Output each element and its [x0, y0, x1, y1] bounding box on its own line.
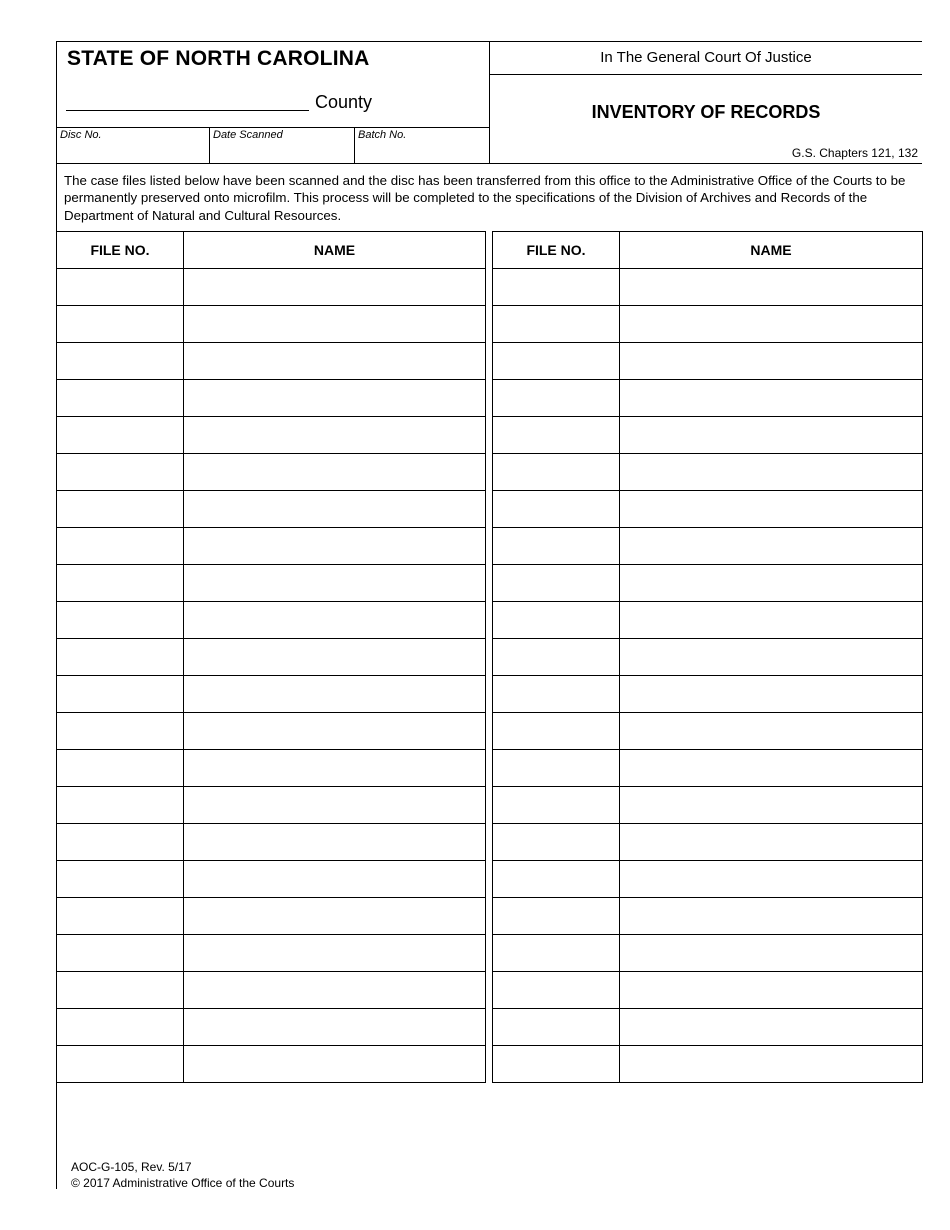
file-no-header: FILE NO.: [493, 232, 620, 269]
table-row: [493, 306, 923, 343]
table-row: [493, 602, 923, 639]
name-cell[interactable]: [620, 269, 923, 306]
table-row: [57, 306, 486, 343]
table-row: [493, 343, 923, 380]
table-row: [493, 898, 923, 935]
table-row: [493, 713, 923, 750]
name-cell[interactable]: [620, 306, 923, 343]
copyright: © 2017 Administrative Office of the Courts: [71, 1176, 295, 1190]
file-no-cell[interactable]: [493, 454, 620, 491]
file-no-cell[interactable]: [493, 343, 620, 380]
form-code: AOC-G-105, Rev. 5/17: [71, 1160, 192, 1174]
name-cell[interactable]: [620, 861, 923, 898]
table-row: [493, 491, 923, 528]
table-row: [57, 491, 486, 528]
field-divider-2: [354, 127, 355, 163]
name-cell[interactable]: [620, 639, 923, 676]
file-no-cell[interactable]: [493, 380, 620, 417]
name-cell[interactable]: [184, 935, 486, 972]
table-row: [57, 417, 486, 454]
file-no-cell[interactable]: [57, 454, 184, 491]
name-cell[interactable]: [620, 602, 923, 639]
name-cell[interactable]: [184, 565, 486, 602]
file-no-cell[interactable]: [493, 972, 620, 1009]
table-row: [57, 528, 486, 565]
table-row: [57, 639, 486, 676]
file-no-cell[interactable]: [493, 306, 620, 343]
name-cell[interactable]: [620, 787, 923, 824]
table-row: [57, 824, 486, 861]
disc-no-field[interactable]: Disc No.: [60, 129, 102, 141]
file-no-cell[interactable]: [57, 861, 184, 898]
table-row: [57, 454, 486, 491]
file-no-cell[interactable]: [493, 565, 620, 602]
court-label: In The General Court Of Justice: [600, 49, 812, 66]
table-row: [57, 602, 486, 639]
file-no-cell[interactable]: [493, 602, 620, 639]
file-no-cell[interactable]: [57, 676, 184, 713]
name-header: NAME: [620, 232, 923, 269]
name-cell[interactable]: [184, 1046, 486, 1083]
table-row: [57, 343, 486, 380]
name-cell[interactable]: [620, 565, 923, 602]
file-no-cell[interactable]: [57, 1009, 184, 1046]
file-no-header: FILE NO.: [57, 232, 184, 269]
name-header: NAME: [184, 232, 486, 269]
table-row: [493, 269, 923, 306]
name-cell[interactable]: [184, 676, 486, 713]
name-cell[interactable]: [620, 972, 923, 1009]
name-cell[interactable]: [184, 417, 486, 454]
name-cell[interactable]: [184, 491, 486, 528]
table-row: [493, 861, 923, 898]
table-row: [57, 565, 486, 602]
name-cell[interactable]: [184, 824, 486, 861]
table-row: [57, 713, 486, 750]
name-cell[interactable]: [184, 454, 486, 491]
table-row: [57, 787, 486, 824]
file-no-cell[interactable]: [493, 1009, 620, 1046]
file-no-cell[interactable]: [493, 898, 620, 935]
table-row: [493, 676, 923, 713]
file-no-cell[interactable]: [57, 269, 184, 306]
table-row: [57, 1046, 486, 1083]
table-row: [493, 528, 923, 565]
name-cell[interactable]: [620, 935, 923, 972]
fields-top-line: [56, 127, 489, 128]
file-no-cell[interactable]: [493, 417, 620, 454]
statute-reference: G.S. Chapters 121, 132: [791, 146, 918, 160]
file-no-cell[interactable]: [493, 750, 620, 787]
court-divider: [489, 74, 922, 75]
table-row: [493, 750, 923, 787]
file-no-cell[interactable]: [57, 972, 184, 1009]
table-row: [493, 417, 923, 454]
name-cell[interactable]: [184, 1009, 486, 1046]
right-records-table: [492, 231, 923, 1083]
name-cell[interactable]: [184, 861, 486, 898]
table-row: [493, 565, 923, 602]
name-cell[interactable]: [620, 1009, 923, 1046]
county-label: County: [315, 92, 373, 112]
name-cell[interactable]: [184, 528, 486, 565]
name-cell[interactable]: [620, 824, 923, 861]
file-no-cell[interactable]: [493, 528, 620, 565]
file-no-cell[interactable]: [57, 898, 184, 935]
file-no-cell[interactable]: [493, 824, 620, 861]
file-no-cell[interactable]: [57, 824, 184, 861]
name-cell[interactable]: [620, 380, 923, 417]
table-row: [493, 1009, 923, 1046]
file-no-cell[interactable]: [57, 565, 184, 602]
table-row: [493, 787, 923, 824]
name-cell[interactable]: [620, 528, 923, 565]
file-no-cell[interactable]: [493, 269, 620, 306]
table-row: [493, 380, 923, 417]
file-no-cell[interactable]: [57, 528, 184, 565]
table-row: [57, 750, 486, 787]
file-no-cell[interactable]: [57, 306, 184, 343]
file-no-cell[interactable]: [57, 713, 184, 750]
file-no-cell[interactable]: [493, 713, 620, 750]
table-row: [57, 1009, 486, 1046]
table-row: [493, 1046, 923, 1083]
left-records-table: [56, 231, 486, 1083]
name-cell[interactable]: [184, 380, 486, 417]
file-no-cell[interactable]: [57, 602, 184, 639]
state-title: STATE OF NORTH CAROLINA: [67, 47, 370, 70]
name-cell[interactable]: [620, 898, 923, 935]
file-no-cell[interactable]: [57, 343, 184, 380]
form-title: INVENTORY OF RECORDS: [591, 102, 821, 122]
file-no-cell[interactable]: [57, 639, 184, 676]
file-no-cell[interactable]: [57, 1046, 184, 1083]
file-no-cell[interactable]: [57, 491, 184, 528]
name-cell[interactable]: [620, 454, 923, 491]
table-row: [493, 972, 923, 1009]
name-cell[interactable]: [184, 269, 486, 306]
instructions-text: The case files listed below have been scanned and the disc has been transferred from this office to the Administrative Office of the Courts to be permanently preserved onto microfilm. This process will be completed to the specifications of the Division of Archives and Records of the Department of Natural and Cultural Resources.: [64, 173, 906, 223]
file-no-cell[interactable]: [57, 417, 184, 454]
date-scanned-field[interactable]: Date Scanned: [213, 129, 283, 141]
name-cell[interactable]: [184, 713, 486, 750]
table-row: [493, 639, 923, 676]
name-cell[interactable]: [184, 639, 486, 676]
file-no-cell[interactable]: [57, 750, 184, 787]
table-row: [57, 676, 486, 713]
table-header-row: [57, 232, 486, 269]
name-cell[interactable]: [184, 787, 486, 824]
file-no-cell[interactable]: [493, 935, 620, 972]
table-row: [57, 380, 486, 417]
name-cell[interactable]: [184, 602, 486, 639]
table-row: [493, 935, 923, 972]
name-cell[interactable]: [184, 972, 486, 1009]
file-no-cell[interactable]: [493, 639, 620, 676]
table-row: [57, 861, 486, 898]
table-row: [493, 824, 923, 861]
file-no-cell[interactable]: [493, 787, 620, 824]
file-no-cell[interactable]: [57, 787, 184, 824]
table-row: [57, 935, 486, 972]
name-cell[interactable]: [620, 417, 923, 454]
file-no-cell[interactable]: [57, 380, 184, 417]
name-cell[interactable]: [620, 491, 923, 528]
file-no-cell[interactable]: [493, 491, 620, 528]
right-table-body: [493, 269, 923, 1083]
table-row: [57, 269, 486, 306]
name-cell[interactable]: [184, 750, 486, 787]
file-no-cell[interactable]: [493, 676, 620, 713]
file-no-cell[interactable]: [493, 1046, 620, 1083]
name-cell[interactable]: [184, 306, 486, 343]
file-no-cell[interactable]: [493, 861, 620, 898]
table-row: [493, 454, 923, 491]
table-header-row: [493, 232, 923, 269]
name-cell[interactable]: [620, 676, 923, 713]
county-input-line[interactable]: [66, 110, 309, 111]
header-bottom-line: [56, 163, 922, 164]
name-cell[interactable]: [620, 750, 923, 787]
name-cell[interactable]: [620, 343, 923, 380]
batch-no-field[interactable]: Batch No.: [358, 129, 407, 141]
file-no-cell[interactable]: [57, 935, 184, 972]
left-table-body: [57, 269, 486, 1083]
table-row: [57, 972, 486, 1009]
name-cell[interactable]: [184, 898, 486, 935]
name-cell[interactable]: [620, 1046, 923, 1083]
field-divider-1: [209, 127, 210, 163]
name-cell[interactable]: [620, 713, 923, 750]
table-row: [57, 898, 486, 935]
name-cell[interactable]: [184, 343, 486, 380]
